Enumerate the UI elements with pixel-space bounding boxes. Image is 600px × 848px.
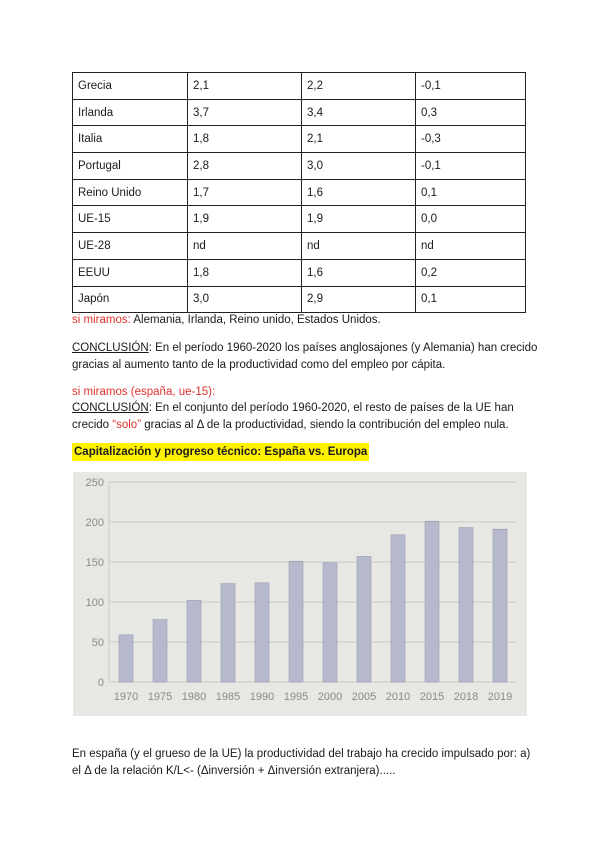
value-cell: 0,0 xyxy=(416,206,526,233)
bar xyxy=(493,529,507,682)
bar xyxy=(391,535,405,682)
note-text: Alemania, Irlanda, Reino unido, Estados Unidos. xyxy=(130,314,381,326)
conclusion-text: : En el período 1960-2020 los países anglosajones (y Alemania) han crecido gracias al aumento tanto de la productividad como del empleo por cápita. xyxy=(72,342,538,371)
bar xyxy=(153,620,167,682)
table-row xyxy=(73,206,526,233)
conclusion-highlight: “solo” xyxy=(112,419,142,431)
value-cell: -0,1 xyxy=(416,153,526,180)
x-tick-label: 1980 xyxy=(181,691,207,703)
table-row xyxy=(73,73,526,100)
table-row xyxy=(73,259,526,286)
country-cell: UE-28 xyxy=(73,233,188,260)
bar xyxy=(255,583,269,682)
value-cell: 2,2 xyxy=(302,73,416,100)
bar xyxy=(221,584,235,682)
value-cell: 3,4 xyxy=(302,99,416,126)
value-cell: 3,7 xyxy=(188,99,302,126)
value-cell: 1,6 xyxy=(302,179,416,206)
table-row xyxy=(73,286,526,313)
table-row xyxy=(73,233,526,260)
country-cell: Grecia xyxy=(73,73,188,100)
value-cell: -0,3 xyxy=(416,126,526,153)
x-tick-label: 2019 xyxy=(487,691,513,703)
table-row xyxy=(73,99,526,126)
y-tick-label: 200 xyxy=(85,517,104,529)
value-cell: nd xyxy=(188,233,302,260)
x-tick-label: 1985 xyxy=(215,691,241,703)
bar-chart-svg xyxy=(73,472,527,716)
note-si-miramos-2: si miramos (españa, ue-15): xyxy=(72,386,216,398)
section-heading: Capitalización y progreso técnico: España vs. Europa xyxy=(72,443,369,461)
x-tick-label: 1975 xyxy=(147,691,173,703)
country-cell: Italia xyxy=(73,126,188,153)
value-cell: 1,7 xyxy=(188,179,302,206)
country-cell: Japón xyxy=(73,286,188,313)
conclusion-label: CONCLUSIÓN xyxy=(72,342,149,354)
y-tick-label: 50 xyxy=(91,637,104,649)
value-cell: 1,8 xyxy=(188,259,302,286)
y-tick-label: 150 xyxy=(85,557,104,569)
capitalization-chart xyxy=(73,472,527,716)
table-row xyxy=(73,153,526,180)
country-cell: EEUU xyxy=(73,259,188,286)
value-cell: 0,1 xyxy=(416,286,526,313)
x-tick-label: 2005 xyxy=(351,691,377,703)
value-cell: 0,1 xyxy=(416,179,526,206)
bar xyxy=(187,600,201,682)
x-tick-label: 1990 xyxy=(249,691,275,703)
note-label: si miramos: xyxy=(72,314,131,326)
value-cell: 2,1 xyxy=(302,126,416,153)
value-cell: 1,9 xyxy=(188,206,302,233)
country-cell: Portugal xyxy=(73,153,188,180)
conclusion-2 xyxy=(72,400,542,434)
x-tick-label: 2000 xyxy=(317,691,343,703)
conclusion-text-b: gracias al Δ de la productividad, siendo la contribución del empleo nula. xyxy=(141,419,509,431)
closing-paragraph: En españa (y el grueso de la UE) la productividad del trabajo ha crecido impulsado por: a) el Δ de la relación K/L<- (Δinversión + Δinversión extranjera)..... xyxy=(72,748,531,777)
bar xyxy=(323,563,337,682)
value-cell: 2,1 xyxy=(188,73,302,100)
productivity-table xyxy=(72,72,526,313)
x-tick-label: 1970 xyxy=(113,691,139,703)
y-tick-label: 0 xyxy=(97,677,104,689)
country-cell: Reino Unido xyxy=(73,179,188,206)
value-cell: 1,9 xyxy=(302,206,416,233)
table-row xyxy=(73,126,526,153)
value-cell: 1,6 xyxy=(302,259,416,286)
y-tick-label: 100 xyxy=(85,597,104,609)
value-cell: 1,8 xyxy=(188,126,302,153)
bar xyxy=(289,561,303,682)
value-cell: 3,0 xyxy=(302,153,416,180)
value-cell: nd xyxy=(416,233,526,260)
note-si-miramos-1 xyxy=(72,312,542,329)
value-cell: 3,0 xyxy=(188,286,302,313)
conclusion-label: CONCLUSIÓN xyxy=(72,402,149,414)
conclusion-text-a: : En el conjunto del período 1960-2020, el resto de países de la UE han crecido xyxy=(72,402,514,431)
value-cell: -0,1 xyxy=(416,73,526,100)
x-tick-label: 1995 xyxy=(283,691,309,703)
country-cell: UE-15 xyxy=(73,206,188,233)
value-cell: 0,3 xyxy=(416,99,526,126)
country-cell: Irlanda xyxy=(73,99,188,126)
x-tick-label: 2015 xyxy=(419,691,445,703)
value-cell: nd xyxy=(302,233,416,260)
table-body xyxy=(73,73,526,313)
bar xyxy=(119,635,133,682)
value-cell: 2,9 xyxy=(302,286,416,313)
value-cell: 0,2 xyxy=(416,259,526,286)
x-tick-label: 2010 xyxy=(385,691,411,703)
bar xyxy=(425,521,439,682)
conclusion-1 xyxy=(72,340,542,374)
bar xyxy=(357,556,371,682)
value-cell: 2,8 xyxy=(188,153,302,180)
x-tick-label: 2018 xyxy=(453,691,479,703)
table-row xyxy=(73,179,526,206)
bar xyxy=(459,528,473,682)
y-tick-label: 250 xyxy=(85,477,104,489)
